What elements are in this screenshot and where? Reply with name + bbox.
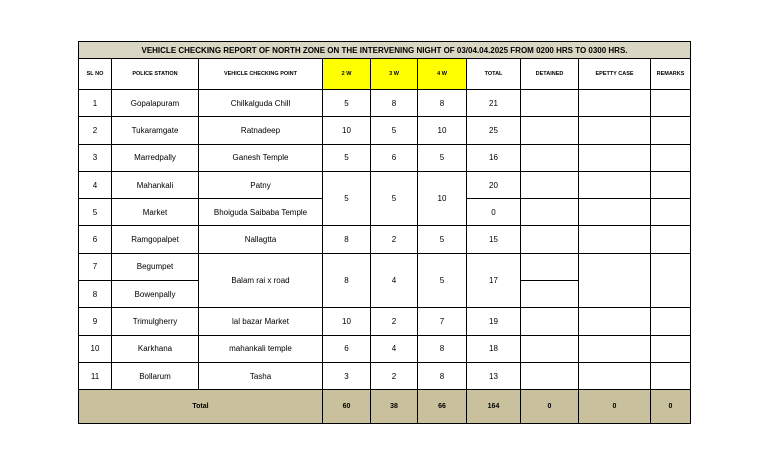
cell-remarks	[651, 199, 691, 226]
cell-sl: 3	[79, 144, 112, 171]
cell-epetty	[579, 199, 651, 226]
cell-total: 16	[467, 144, 521, 171]
cell-detained	[521, 144, 579, 171]
cell-3w: 2	[371, 226, 418, 253]
total-detained: 0	[521, 390, 579, 424]
cell-4w: 8	[418, 90, 467, 117]
cell-sl: 8	[79, 281, 112, 308]
cell-4w: 8	[418, 335, 467, 362]
cell-total: 21	[467, 90, 521, 117]
total-label: Total	[79, 390, 323, 424]
table-row	[79, 117, 691, 144]
total-remarks: 0	[651, 390, 691, 424]
cell-sl: 10	[79, 335, 112, 362]
cell-remarks	[651, 308, 691, 335]
cell-epetty	[579, 335, 651, 362]
cell-point: Tasha	[199, 362, 323, 389]
cell-station: Begumpet	[112, 253, 199, 280]
cell-epetty	[579, 362, 651, 389]
header-row	[79, 59, 691, 90]
table-row	[79, 362, 691, 389]
header-total: TOTAL	[467, 59, 521, 90]
cell-4w: 10	[418, 117, 467, 144]
cell-point: Nallagtta	[199, 226, 323, 253]
cell-4w: 5	[418, 226, 467, 253]
cell-remarks	[651, 226, 691, 253]
table-row	[79, 308, 691, 335]
report-title: VEHICLE CHECKING REPORT OF NORTH ZONE ON THE INTERVENING NIGHT OF 03/04.04.2025 FROM 0200 HRS TO 0300 HRS.	[79, 42, 691, 59]
table-row	[79, 253, 691, 280]
cell-remarks	[651, 362, 691, 389]
cell-3w: 4	[371, 335, 418, 362]
header-epetty-case: EPETTY CASE	[579, 59, 651, 90]
cell-3w: 5	[371, 171, 418, 226]
header-vehicle-checking-point: VEHICLE CHECKING POINT	[199, 59, 323, 90]
cell-2w: 3	[323, 362, 371, 389]
cell-remarks	[651, 253, 691, 308]
cell-point: Chilkalguda Chill	[199, 90, 323, 117]
cell-remarks	[651, 335, 691, 362]
cell-point: Patny	[199, 171, 323, 198]
cell-detained	[521, 335, 579, 362]
cell-detained	[521, 253, 579, 280]
cell-3w: 4	[371, 253, 418, 308]
cell-point: Ganesh Temple	[199, 144, 323, 171]
cell-epetty	[579, 308, 651, 335]
header-police-station: POLICE STATION	[112, 59, 199, 90]
cell-total: 13	[467, 362, 521, 389]
cell-epetty	[579, 144, 651, 171]
cell-2w: 5	[323, 144, 371, 171]
cell-epetty	[579, 253, 651, 308]
cell-station: Marredpally	[112, 144, 199, 171]
header-4w: 4 W	[418, 59, 467, 90]
cell-sl: 7	[79, 253, 112, 280]
cell-detained	[521, 117, 579, 144]
cell-total: 19	[467, 308, 521, 335]
table-row	[79, 171, 691, 198]
cell-epetty	[579, 171, 651, 198]
cell-3w: 5	[371, 117, 418, 144]
cell-station: Bowenpally	[112, 281, 199, 308]
cell-2w: 10	[323, 117, 371, 144]
vehicle-checking-report-table	[78, 41, 691, 424]
table-row	[79, 226, 691, 253]
cell-2w: 8	[323, 253, 371, 308]
total-total: 164	[467, 390, 521, 424]
total-3w: 38	[371, 390, 418, 424]
cell-detained	[521, 199, 579, 226]
cell-sl: 6	[79, 226, 112, 253]
cell-station: Tukaramgate	[112, 117, 199, 144]
cell-2w: 5	[323, 171, 371, 226]
cell-3w: 2	[371, 308, 418, 335]
cell-2w: 5	[323, 90, 371, 117]
cell-sl: 2	[79, 117, 112, 144]
cell-point: Ratnadeep	[199, 117, 323, 144]
cell-2w: 6	[323, 335, 371, 362]
cell-sl: 11	[79, 362, 112, 389]
cell-station: Gopalapuram	[112, 90, 199, 117]
cell-4w: 7	[418, 308, 467, 335]
cell-2w: 8	[323, 226, 371, 253]
cell-detained	[521, 171, 579, 198]
total-epetty: 0	[579, 390, 651, 424]
cell-4w: 5	[418, 253, 467, 308]
cell-3w: 8	[371, 90, 418, 117]
cell-epetty	[579, 90, 651, 117]
cell-sl: 5	[79, 199, 112, 226]
cell-station: Mahankali	[112, 171, 199, 198]
header-remarks: REMARKS	[651, 59, 691, 90]
cell-total: 17	[467, 253, 521, 308]
cell-3w: 6	[371, 144, 418, 171]
cell-total: 0	[467, 199, 521, 226]
cell-sl: 4	[79, 171, 112, 198]
cell-detained	[521, 226, 579, 253]
total-2w: 60	[323, 390, 371, 424]
cell-station: Market	[112, 199, 199, 226]
cell-detained	[521, 281, 579, 308]
cell-remarks	[651, 117, 691, 144]
cell-station: Bollarum	[112, 362, 199, 389]
cell-total: 20	[467, 171, 521, 198]
total-4w: 66	[418, 390, 467, 424]
cell-detained	[521, 362, 579, 389]
cell-sl: 9	[79, 308, 112, 335]
cell-remarks	[651, 144, 691, 171]
cell-point: lal bazar Market	[199, 308, 323, 335]
cell-station: Karkhana	[112, 335, 199, 362]
cell-point: Balam rai x road	[199, 253, 323, 308]
cell-point: mahankali temple	[199, 335, 323, 362]
cell-sl: 1	[79, 90, 112, 117]
cell-total: 18	[467, 335, 521, 362]
cell-2w: 10	[323, 308, 371, 335]
cell-4w: 10	[418, 171, 467, 226]
header-detained: DETAINED	[521, 59, 579, 90]
header-2w: 2 W	[323, 59, 371, 90]
cell-detained	[521, 90, 579, 117]
cell-total: 25	[467, 117, 521, 144]
cell-total: 15	[467, 226, 521, 253]
table-row	[79, 335, 691, 362]
cell-remarks	[651, 171, 691, 198]
cell-epetty	[579, 226, 651, 253]
cell-detained	[521, 308, 579, 335]
cell-4w: 8	[418, 362, 467, 389]
cell-station: Ramgopalpet	[112, 226, 199, 253]
header-sl-no: SL NO	[79, 59, 112, 90]
cell-epetty	[579, 117, 651, 144]
cell-point: Bhoiguda Saibaba Temple	[199, 199, 323, 226]
table-row	[79, 144, 691, 171]
total-row	[79, 390, 691, 424]
table-row	[79, 90, 691, 117]
cell-4w: 5	[418, 144, 467, 171]
header-3w: 3 W	[371, 59, 418, 90]
cell-station: Trimulgherry	[112, 308, 199, 335]
cell-remarks	[651, 90, 691, 117]
cell-3w: 2	[371, 362, 418, 389]
